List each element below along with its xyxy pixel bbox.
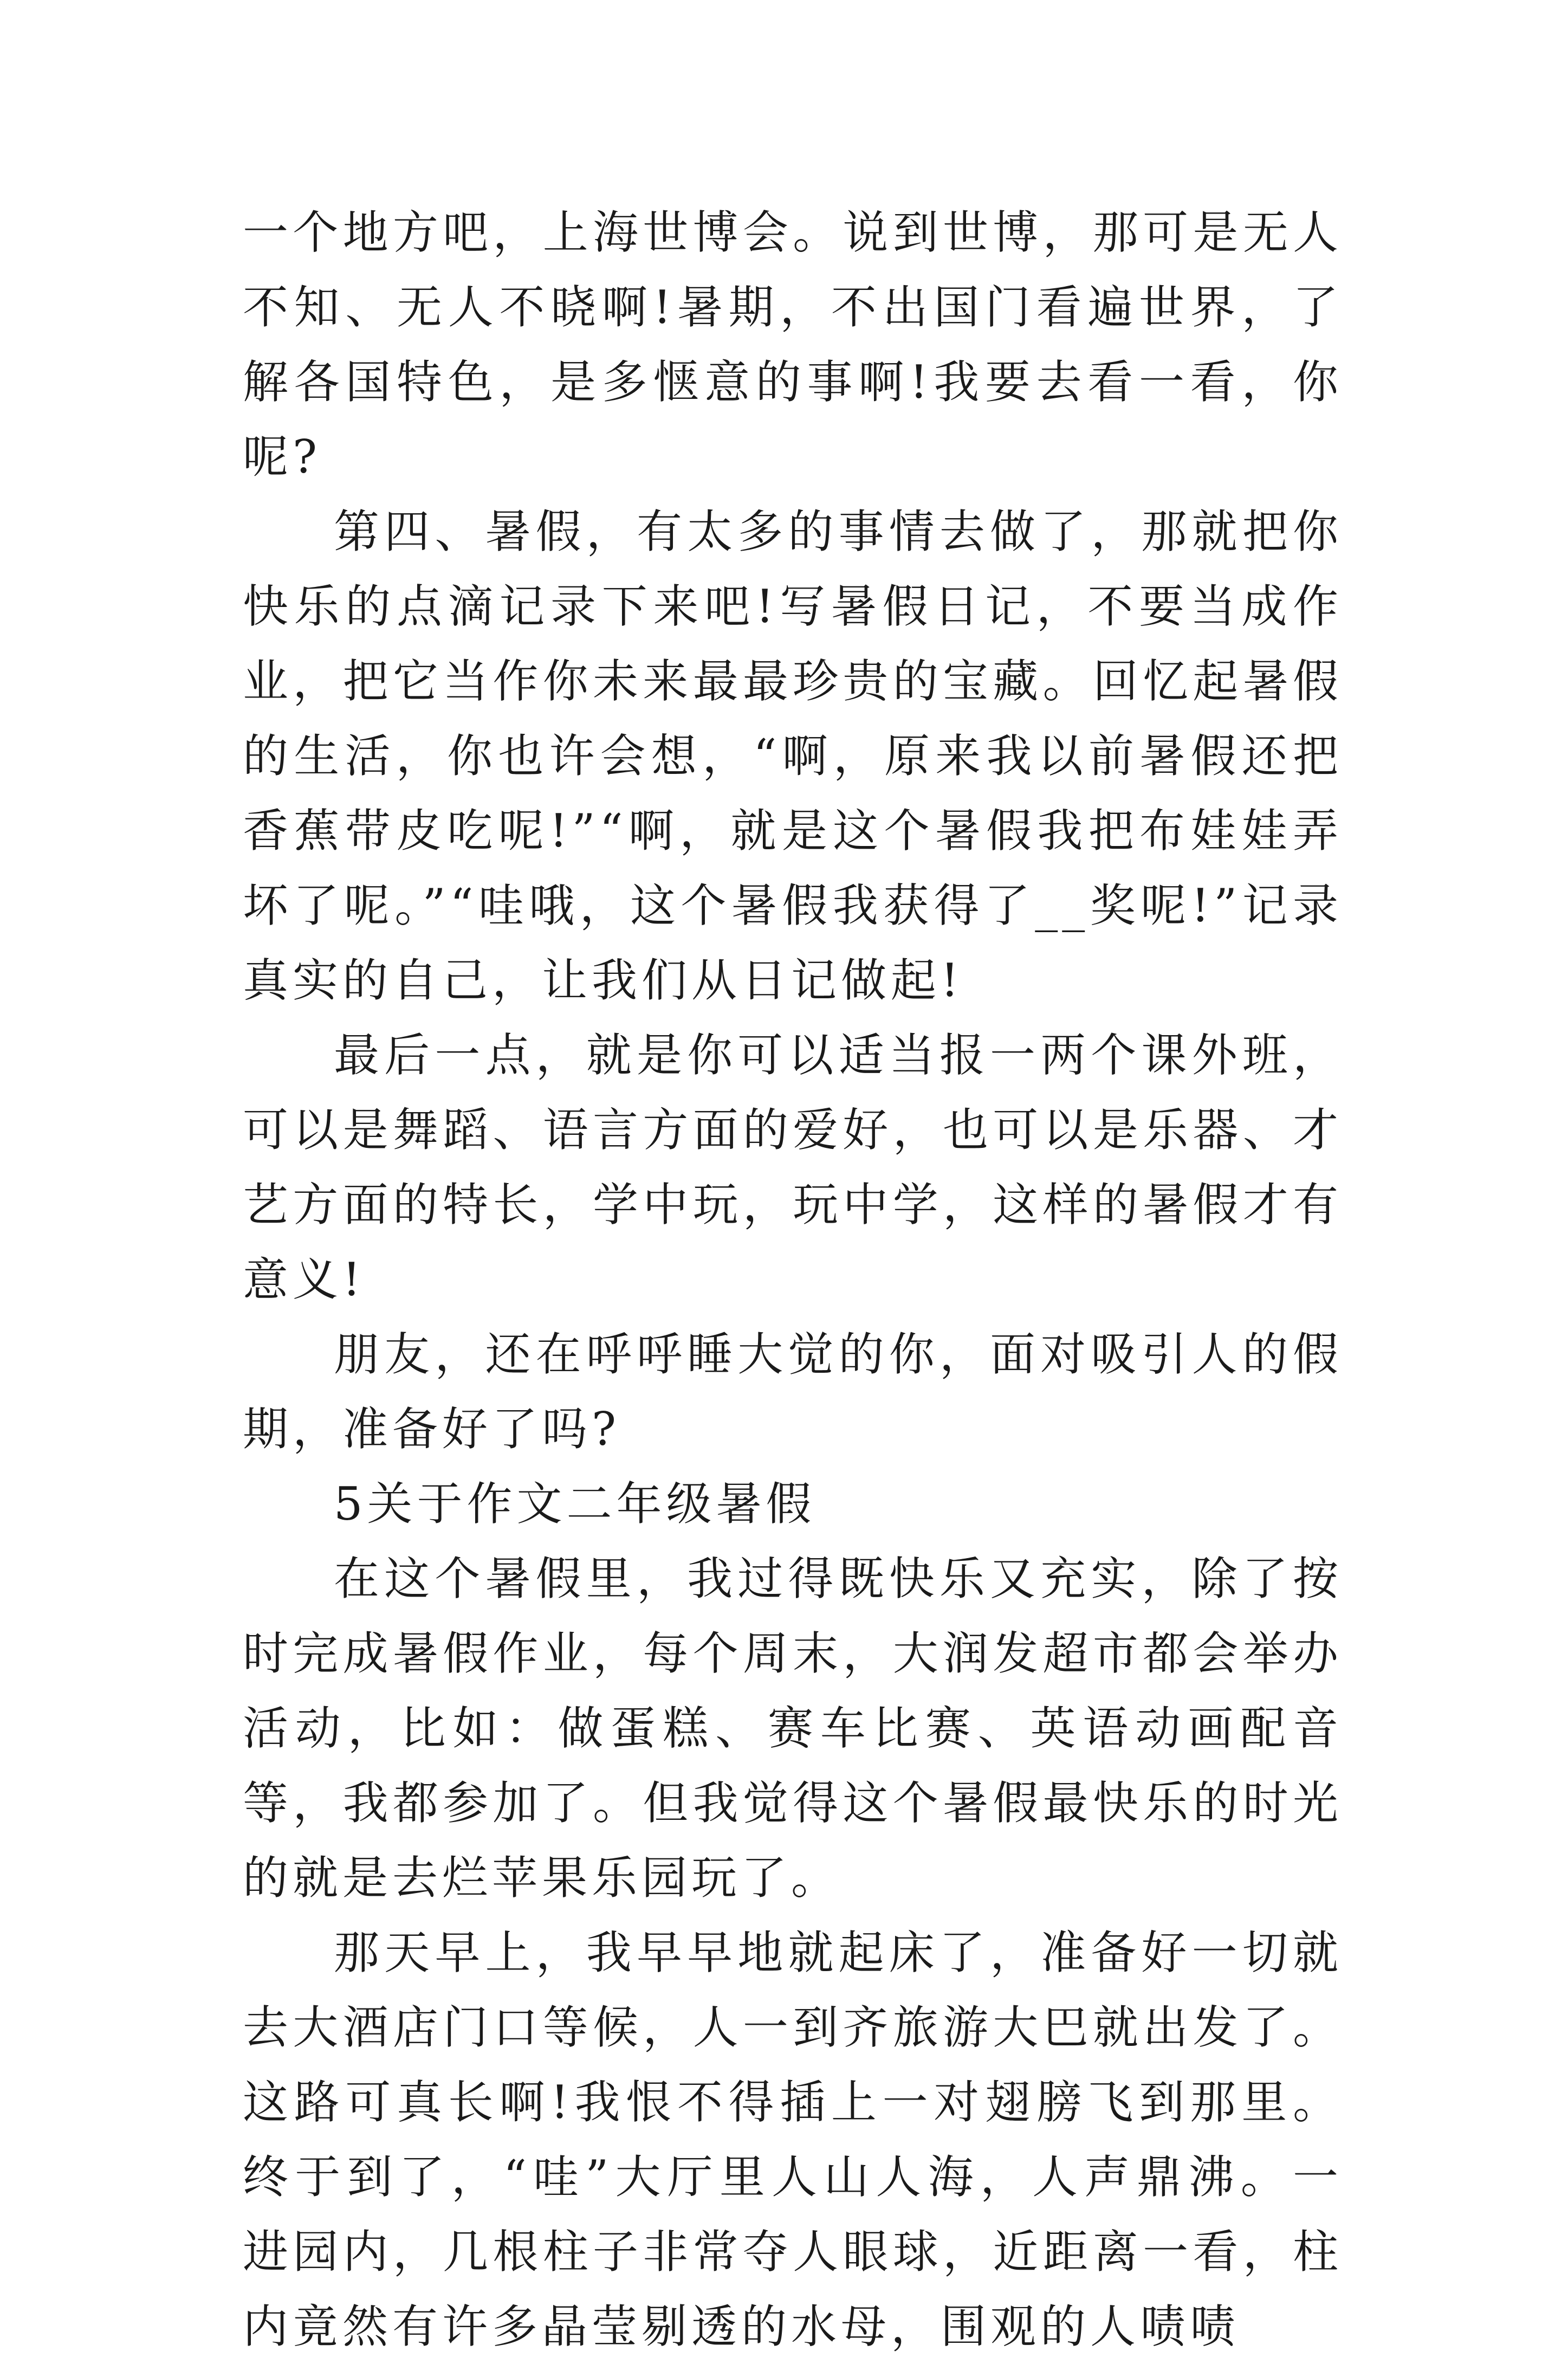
paragraph-4: 朋友，还在呼呼睡大觉的你，面对吸引人的假期，准备好了吗? <box>243 1328 1343 1456</box>
paragraph-3: 最后一点，就是你可以适当报一两个课外班，可以是舞蹈、语言方面的爱好，也可以是乐器、才艺方面的特长，学中玩，玩中学，这样的暑假才有意义! <box>243 1029 1343 1306</box>
paragraph-1: 一个地方吧，上海世博会。说到世博，那可是无人不知、无人不晓啊!暑期，不出国门看遍世界，了解各国特色，是多惬意的事啊!我要去看一看，你呢? <box>243 206 1343 483</box>
paragraph-6: 在这个暑假里，我过得既快乐又充实，除了按时完成暑假作业，每个周末，大润发超市都会举办活动，比如：做蛋糕、赛车比赛、英语动画配音等，我都参加了。但我觉得这个暑假最快乐的时光的就是去烂苹果乐园玩了。 <box>243 1552 1343 1904</box>
paragraph-2: 第四、暑假，有太多的事情去做了，那就把你快乐的点滴记录下来吧!写暑假日记，不要当成作业，把它当作你未来最最珍贵的宝藏。回忆起暑假的生活，你也许会想，“啊，原来我以前暑假还把香蕉带皮吃呢!”“啊，就是这个暑假我把布娃娃弄坏了呢。”“哇哦，这个暑假我获得了__奖呢!”记录真实的自己，让我们从日记做起! <box>243 505 1343 1007</box>
body-text <box>243 195 1343 2364</box>
paragraph-7: 那天早上，我早早地就起床了，准备好一切就去大酒店门口等候，人一到齐旅游大巴就出发了。这路可真长啊!我恨不得插上一对翅膀飞到那里。终于到了，“哇”大厅里人山人海，人声鼎沸。一进园内，几根柱子非常夺人眼球，近距离一看，柱内竟然有许多晶莹剔透的水母，围观的人啧啧 <box>243 1926 1343 2353</box>
section-heading: 5关于作文二年级暑假 <box>334 1477 816 1530</box>
